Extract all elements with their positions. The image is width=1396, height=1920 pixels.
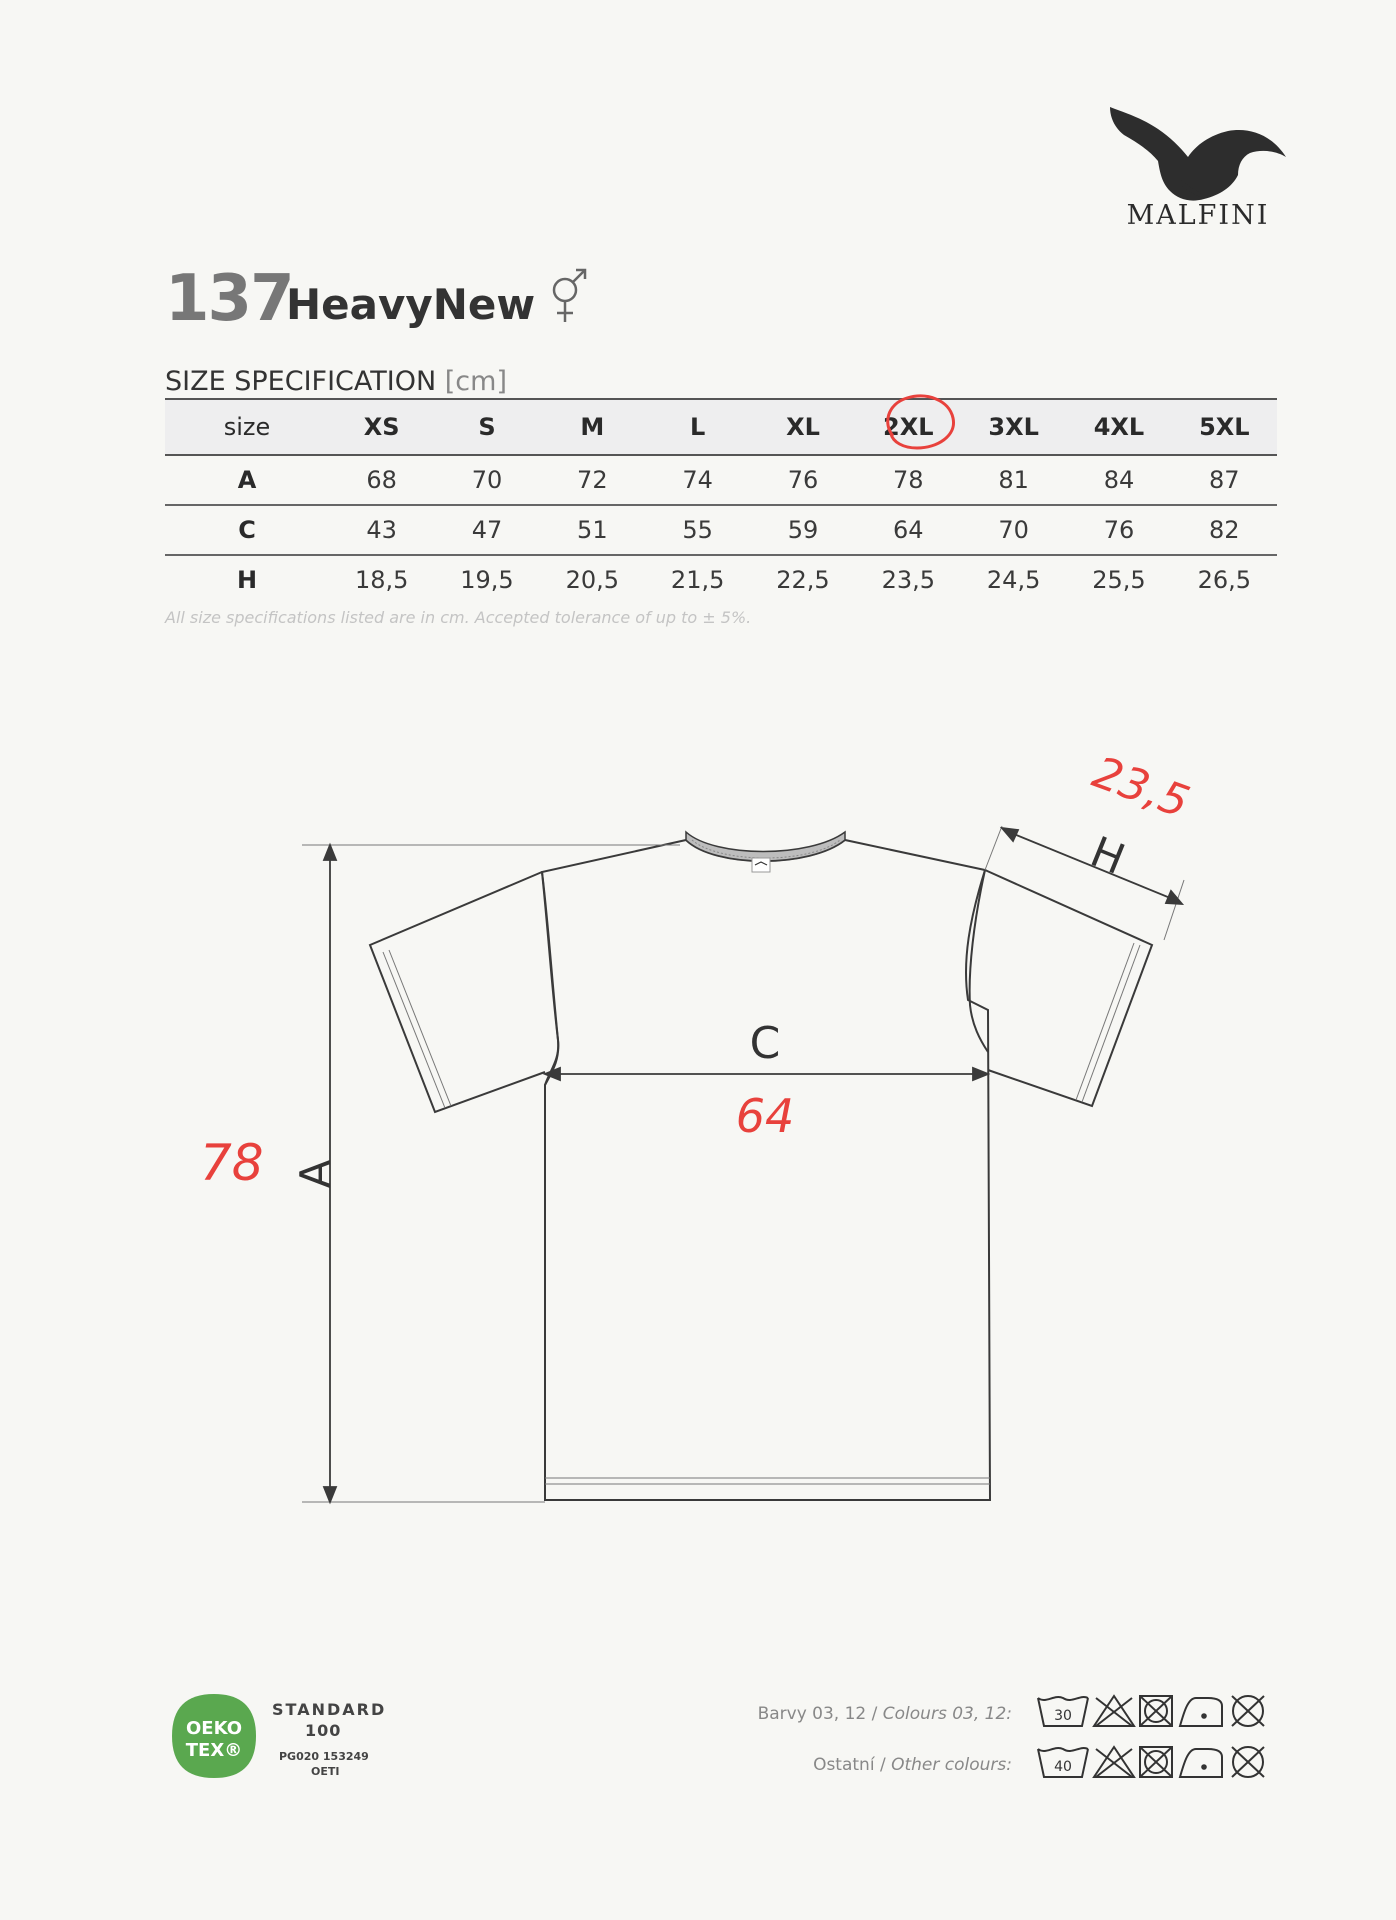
size-table <box>165 398 1277 604</box>
tshirt-diagram <box>0 740 1396 1530</box>
handwritten-value-h: 23,5 <box>1086 746 1196 829</box>
oekotex-logo <box>170 1692 258 1780</box>
table-cell: 22,5 <box>776 566 830 594</box>
oekotex-word-2: TEX® <box>185 1740 243 1761</box>
care-row-1-label-en: Colours 03, 12: <box>882 1704 1012 1724</box>
table-cell: 21,5 <box>670 566 725 594</box>
table-cell: 43 <box>329 505 434 555</box>
table-cell: 72 <box>540 455 645 505</box>
tolerance-note: All size specifications listed are in cm. Accepted tolerance of up to ± 5%. <box>165 608 752 627</box>
wash-temperature: 40 <box>1054 1759 1072 1775</box>
care-row-2-label-cz: Ostatní / <box>813 1755 892 1775</box>
brand-logo-text: MALFINI <box>1126 200 1270 231</box>
table-row <box>165 455 1277 505</box>
unisex-icon <box>545 266 591 326</box>
collar <box>686 832 845 861</box>
wash-temperature: 30 <box>1054 1708 1072 1724</box>
size-col-header: 2XL <box>856 399 961 455</box>
table-cell: 78 <box>856 455 961 505</box>
wash-tub-icon <box>1038 1748 1088 1777</box>
size-col-header: 3XL <box>961 399 1066 455</box>
right-sleeve <box>985 870 1152 1106</box>
table-cell: 87 <box>1172 455 1277 505</box>
size-col-header: M <box>540 399 645 455</box>
iron-icon <box>1180 1698 1222 1726</box>
table-cell: 76 <box>1066 505 1171 555</box>
size-col-header: 4XL <box>1066 399 1171 455</box>
care-row-1-label <box>758 1704 1012 1724</box>
spec-heading-title: SIZE SPECIFICATION <box>165 366 437 397</box>
row-label: A <box>165 455 329 505</box>
tshirt-outline <box>542 840 990 1500</box>
certificate-code: PG020 153249 <box>279 1750 369 1763</box>
table-cell: 19,5 <box>460 566 514 594</box>
table-cell: 84 <box>1066 455 1171 505</box>
left-sleeve <box>370 872 545 1112</box>
row-label: C <box>165 505 329 555</box>
table-cell: 24,5 <box>986 566 1041 594</box>
size-col-header: L <box>645 399 750 455</box>
size-col-header: XL <box>750 399 855 455</box>
spec-unit: [cm] <box>444 366 507 397</box>
size-header-label: size <box>165 399 329 455</box>
size-header-row <box>165 399 1277 455</box>
table-cell: 82 <box>1172 505 1277 555</box>
iron-icon <box>1180 1749 1222 1777</box>
table-cell: 47 <box>434 505 539 555</box>
table-cell: 18,5 <box>354 566 409 594</box>
certificate-institute: OETI <box>311 1765 340 1778</box>
row-label: H <box>236 566 258 594</box>
table-cell: 55 <box>645 505 750 555</box>
size-col-header: S <box>434 399 539 455</box>
dimension-c <box>545 1068 988 1080</box>
spec-heading <box>165 366 507 397</box>
standard-label: STANDARD <box>272 1700 387 1719</box>
care-row-1-label-cz: Barvy 03, 12 / <box>757 1704 883 1724</box>
care-icons-row-1 <box>1036 1692 1286 1732</box>
size-col-header: 5XL <box>1172 399 1277 455</box>
table-row <box>165 555 1277 604</box>
table-cell: 26,5 <box>1197 566 1252 594</box>
no-tumble-dry-icon <box>1140 1696 1172 1726</box>
table-cell: 25,5 <box>1092 566 1146 594</box>
no-tumble-dry-icon <box>1140 1747 1172 1777</box>
table-cell: 68 <box>329 455 434 505</box>
table-cell: 23,5 <box>881 566 936 594</box>
no-bleach-icon <box>1094 1747 1134 1777</box>
table-cell: 76 <box>750 455 855 505</box>
table-row <box>165 505 1277 555</box>
no-bleach-icon <box>1094 1696 1134 1726</box>
size-col-header: XS <box>329 399 434 455</box>
dimension-a <box>302 845 680 1502</box>
wash-tub-icon <box>1038 1697 1088 1726</box>
table-cell: 51 <box>540 505 645 555</box>
handwritten-value-a: 78 <box>200 1134 264 1192</box>
handwritten-value-c: 64 <box>735 1089 795 1143</box>
care-icons-row-2 <box>1036 1743 1286 1783</box>
oekotex-word-1: OEKO <box>185 1718 243 1739</box>
dimension-label-a: A <box>291 1159 340 1189</box>
dimension-label-c: C <box>749 1018 781 1069</box>
size-highlight-circle <box>879 392 959 454</box>
no-dry-clean-icon <box>1232 1696 1264 1726</box>
standard-number: 100 <box>305 1721 342 1740</box>
table-cell: 70 <box>961 505 1066 555</box>
care-row-2-label <box>813 1755 1012 1775</box>
table-cell: 70 <box>434 455 539 505</box>
table-cell: 81 <box>961 455 1066 505</box>
table-cell: 74 <box>645 455 750 505</box>
model-number: 137 <box>165 262 293 336</box>
no-dry-clean-icon <box>1232 1747 1264 1777</box>
model-name: HeavyNew <box>286 280 536 329</box>
table-cell: 59 <box>750 505 855 555</box>
eagle-icon <box>1100 95 1290 205</box>
table-cell: 20,5 <box>565 566 620 594</box>
dimension-label-h: H <box>1083 826 1132 885</box>
care-row-2-label-en: Other colours: <box>891 1755 1012 1775</box>
table-cell: 64 <box>856 505 961 555</box>
